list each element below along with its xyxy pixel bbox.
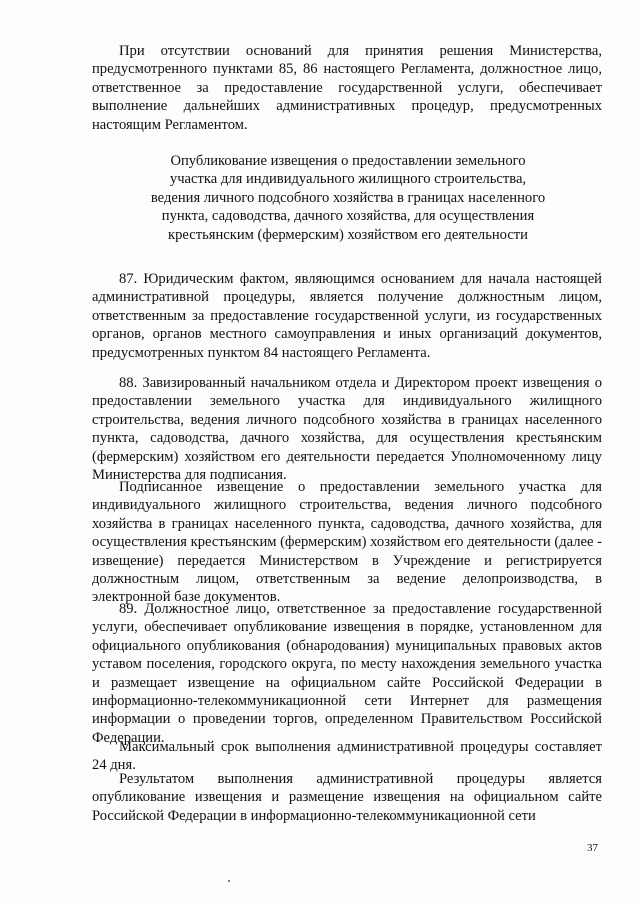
paragraph-89: 89. Должностное лицо, ответственное за предоставление государственной услуги, обеспечивает опубликование извещения в порядке, установленном для официального опубликования (обнародования) муниципальных правовых актов уставом поселения, городского округа, по месту нахождения земельного участка и размещает извещение на официальном сайте Российской Федерации в информационно-телекоммуникационной сети Интернет для размещения информации о проведении торгов, определенном Правительством Российской Федерации. <box>92 601 602 746</box>
scan-speck <box>228 880 230 882</box>
paragraph-intro: При отсутствии оснований для принятия решения Министерства, предусмотренного пунктами 85, 86 настоящего Регламента, должностное лицо, ответственное за предоставление государственной услуги, обеспечивает выполнение дальнейших административных процедур, предусмотренных настоящим Регламентом. <box>92 43 602 133</box>
paragraph-signed-notice: Подписанное извещение о предоставлении земельного участка для индивидуального жилищного строительства, ведения личного подсобного хозяйства в границах населенного пункта, садоводства, дачного хозяйства, для осуществления крестьянским (фермерским) хозяйством его деятельности (далее - извещение) передается Министерством в Учреждение и регистрируется должностным лицом, ответственным за ведение делопроизводства, в электронной базе документов. <box>92 479 602 606</box>
page-number: 37 <box>587 842 598 854</box>
paragraph-87: 87. Юридическим фактом, являющимся основанием для начала настоящей административной процедуры, является получение должностным лицом, ответственным за предоставление государственной услуги, из государственных органов, органов местного самоуправления и иных организаций документов, предусмотренных пунктом 84 настоящего Регламента. <box>92 271 602 361</box>
paragraph-result: Результатом выполнения административной процедуры является опубликование извещения и размещение извещения на официальном сайте Российской Федерации в информационно-телекоммуникационной сети <box>92 771 602 824</box>
section-heading: Опубликование извещения о предоставлении земельного участка для индивидуального жилищного строительства, ведения личного подсобного хозяйства в границах населенного пункта, садоводства, дачного хозяйства, для осуществления крестьянским (фермерским) хозяйством его деятельности <box>150 153 546 243</box>
paragraph-max-term: Максимальный срок выполнения административной процедуры составляет 24 дня. <box>92 739 602 774</box>
paragraph-88: 88. Завизированный начальником отдела и Директором проект извещения о предоставлении земельного участка для индивидуального жилищного строительства, ведения личного подсобного хозяйства в границах населенного пункта, садоводства, дачного хозяйства, для осуществления крестьянским (фермерским) хозяйством его деятельности передается Уполномоченному лицу Министерства для подписания. <box>92 375 602 484</box>
